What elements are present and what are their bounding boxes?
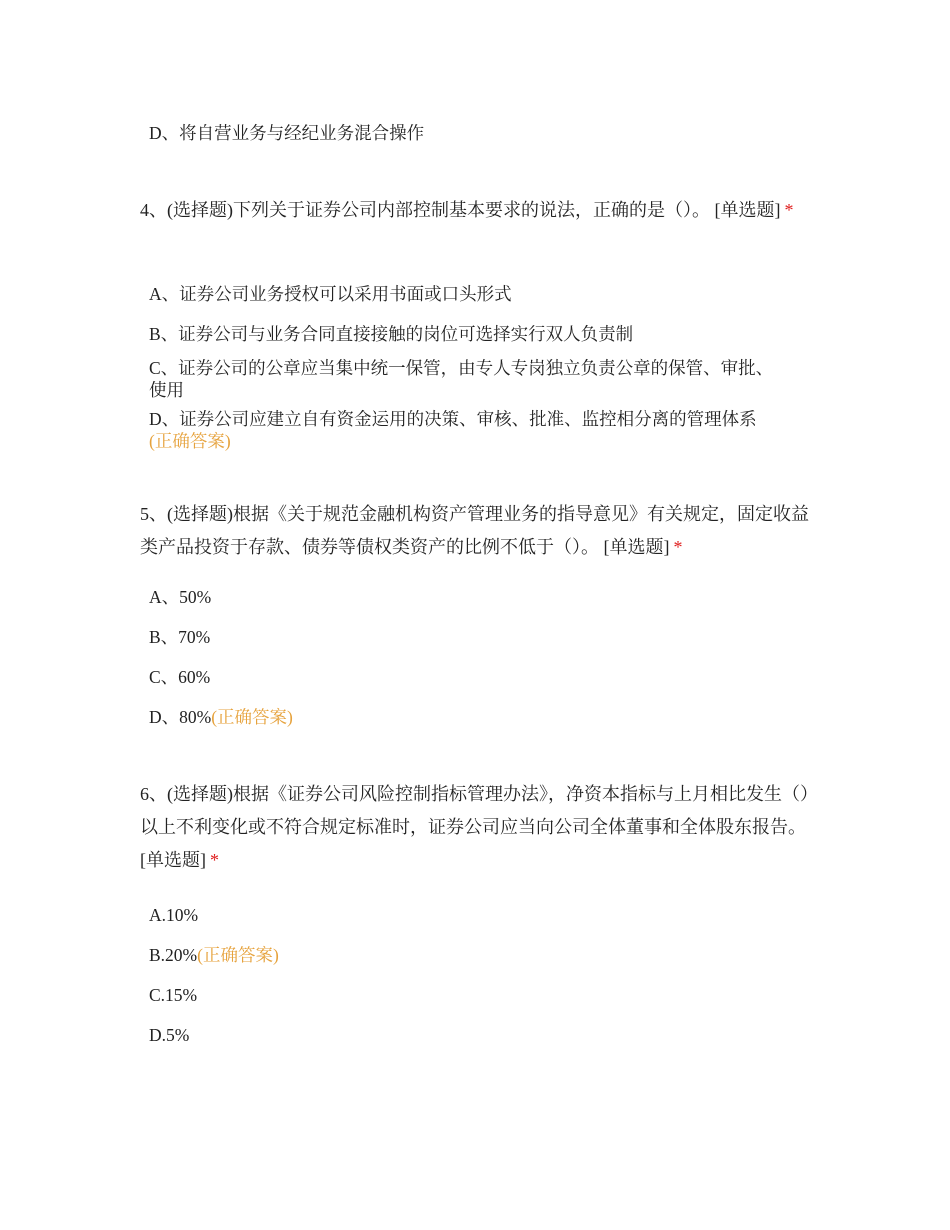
question-text: 4、(选择题)下列关于证券公司内部控制基本要求的说法，正确的是（）。 [单选题]: [140, 200, 781, 220]
q5-option-c: [149, 666, 809, 688]
q6-option-c: [149, 984, 809, 1006]
required-mark: *: [673, 537, 683, 557]
question-5: [140, 498, 820, 564]
option-text: C、60%: [149, 667, 211, 687]
q3-option-d: [149, 122, 809, 144]
option-text: A、50%: [149, 587, 212, 607]
option-text: B、证券公司与业务合同直接接触的岗位可选择实行双人负责制: [149, 324, 634, 344]
q4-option-b: [149, 323, 809, 345]
q5-option-a: [149, 586, 809, 608]
option-text: D.5%: [149, 1025, 190, 1045]
option-text: D、80%: [149, 707, 212, 727]
q4-option-c: [149, 357, 789, 401]
q6-option-a: [149, 904, 809, 926]
q6-option-d: [149, 1024, 809, 1046]
q6-option-b: [149, 944, 809, 966]
q5-option-d: [149, 706, 809, 728]
option-text: C.15%: [149, 985, 198, 1005]
option-text: C、证券公司的公章应当集中统一保管，由专人专岗独立负责公章的保管、审批、使用: [149, 358, 774, 400]
option-text: D、证券公司应建立自有资金运用的决策、审核、批准、监控相分离的管理体系: [149, 409, 757, 429]
question-6: [140, 778, 820, 877]
q4-option-a: [149, 283, 809, 305]
q5-option-b: [149, 626, 809, 648]
q4-option-d: [149, 408, 809, 452]
question-title: [140, 194, 820, 227]
required-mark: *: [784, 200, 794, 220]
option-text: A.10%: [149, 905, 199, 925]
question-text: 6、(选择题)根据《证券公司风险控制指标管理办法》，净资本指标与上月相比发生（）以上不利变化或不符合规定标准时，证券公司应当向公司全体董事和全体股东报告。 [单选题]: [140, 784, 818, 870]
question-title: [140, 778, 820, 877]
required-mark: *: [210, 850, 219, 870]
correct-answer-mark: (正确答案): [149, 431, 231, 451]
correct-answer-mark: (正确答案): [197, 945, 279, 965]
option-text: B.20%: [149, 945, 198, 965]
question-text: 5、(选择题)根据《关于规范金融机构资产管理业务的指导意见》有关规定，固定收益类产品投资于存款、债券等债权类资产的比例不低于（）。 [单选题]: [140, 504, 809, 557]
question-4: [140, 194, 820, 227]
option-text: B、70%: [149, 627, 211, 647]
option-text: D、将自营业务与经纪业务混合操作: [149, 123, 425, 143]
question-title: [140, 498, 820, 564]
correct-answer-mark: (正确答案): [211, 707, 293, 727]
option-text: A、证券公司业务授权可以采用书面或口头形式: [149, 284, 512, 304]
